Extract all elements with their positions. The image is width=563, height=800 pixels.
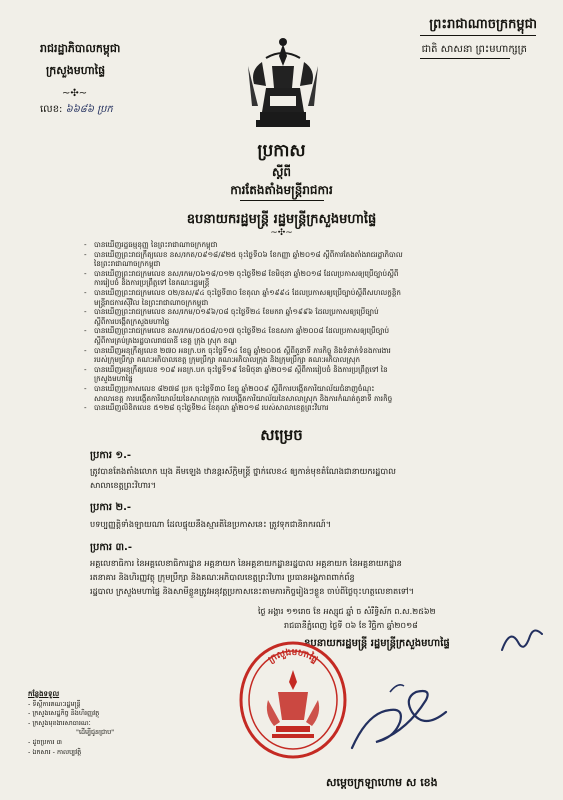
decision-heading: សម្រេច	[260, 426, 303, 444]
visa-line: - បានឃើញរដ្ឋធម្មនុញ្ញ នៃព្រះរាជាណាចក្រកម្ពុជា	[84, 240, 218, 249]
article-line: សាលាខេត្តព្រះវិហារ។	[90, 480, 157, 490]
visa-line: - បានឃើញព្រះរាជក្រមលេខ នស/រកម/០៦១៨/០១២ ចុះថ្ងៃទី២៨ ខែមិថុនា ឆ្នាំ២០១៨ ដែលប្រកាសឲ្យប្រើច្បាប់ស្តីពី	[84, 268, 399, 278]
visa-line: - បានឃើញលិខិតលេខ ៥១២៨ ចុះថ្ងៃទី២៤ ខែតុលា ឆ្នាំ២០១៨ របស់សាលាខេត្តព្រះវិហារ	[84, 403, 329, 413]
signatory-name: សម្តេចក្រឡាហោម ស ខេង	[326, 776, 438, 789]
visa-line: មន្ត្រីរាជការស៊ីវិល នៃព្រះរាជាណាចក្រកម្ពុជា	[94, 297, 209, 307]
signatory-title: ឧបនាយករដ្ឋមន្ត្រី រដ្ឋមន្ត្រីក្រសួងមហាផ្ទៃ	[304, 638, 450, 649]
kingdom-underline	[420, 35, 536, 36]
ornament-divider: ~✣~	[62, 88, 88, 99]
document-subject: ការតែងតាំងមន្ត្រីរាជការ	[230, 183, 333, 197]
visa-line: - បានឃើញព្រះរាជក្រមលេខ ០២/នស/៩៤ ចុះថ្ងៃទី៣០ ខែតុលា ឆ្នាំ១៩៩៤ ដែលប្រកាសឲ្យប្រើច្បាប់ស្តីពីសហលក្ខន្តិក	[84, 287, 401, 297]
article-line: ត្រូវបានតែងតាំងលោក ឃុង គីមឡេង ឋានន្តរស័ក្តិមន្ត្រី ថ្នាក់លេខ៤ ឲ្យកាន់មុខតំណែងជានាយករដ្ឋបាល	[90, 466, 396, 476]
visa-line: - បានឃើញព្រះរាជក្រមលេខ នស/រកម/០៥០៨/០១៧ ចុះថ្ងៃទី២៤ ខែឧសភា ឆ្នាំ២០០៨ ដែលប្រកាសឲ្យប្រើច្បាប់	[84, 326, 390, 336]
article-line: រដ្ឋបាល ក្រសួងមហាផ្ទៃ និងសាមីខ្លួនត្រូវអនុវត្តប្រកាសនេះតាមភារកិច្ចរៀងៗខ្លួន ចាប់ពីថ្ងៃចុះហត្ថលេខាតទៅ។	[90, 586, 414, 596]
number-value: ៦៦៨៦ ប្រក	[65, 104, 113, 115]
visa-line: - បានឃើញអនុក្រឹត្យលេខ ១០៩ អនក្រ.បក ចុះថ្ងៃទី១៩ ខែមិថុនា ឆ្នាំ២០១៨ ស្តីពីការរៀបចំ និងការប្រព្រឹត្តទៅ នៃ	[84, 364, 388, 374]
cc-item: - ក្រសួងមុខងារសាធារណៈ	[28, 718, 91, 727]
government-heading: រាជរដ្ឋាភិបាលកម្ពុជា	[40, 42, 121, 55]
number-label: លេខ:	[40, 104, 63, 115]
article-3-text	[90, 556, 530, 598]
visa-line: នៃព្រះរាជាណាចក្រកម្ពុជា	[94, 259, 161, 269]
visa-line: - បានឃើញព្រះរាជក្រឹត្យលេខ នស/រកត/០៩១៨/៩២៥ ចុះថ្ងៃទី០៦ ខែកញ្ញា ឆ្នាំ២០១៨ ស្តីពីការតែងតាំងរាជរដ្ឋាភិបាល	[84, 249, 403, 259]
solar-date: រាជធានីភ្នំពេញ ថ្ងៃទី ០៦ ខែ វិច្ឆិកា ឆ្នាំ២០១៨	[284, 621, 418, 630]
document-type-title: ប្រកាស	[257, 141, 306, 161]
cc-heading: កន្លែងទទួល	[28, 690, 60, 698]
article-line: អគ្គលេខាធិការ នៃអគ្គលេខាធិការដ្ឋាន អគ្គនាយក នៃអគ្គនាយកដ្ឋានរដ្ឋបាល អគ្គនាយក នៃអគ្គនាយកដ្ឋាន	[90, 558, 402, 568]
motto-underline	[420, 58, 510, 59]
issuer-heading: ឧបនាយករដ្ឋមន្ត្រី រដ្ឋមន្ត្រីក្រសួងមហាផ្ទៃ	[186, 212, 377, 227]
cc-item: - ឯកសារ - កាលប្បវត្តិ	[28, 747, 82, 756]
article-1-label: ប្រការ ១.-	[90, 450, 132, 461]
handwritten-signature-icon	[346, 652, 456, 762]
initials-mark-icon	[498, 620, 548, 660]
about-label: ស្តីពី	[271, 165, 292, 179]
article-2-label: ប្រការ ២.-	[90, 502, 132, 513]
lunar-date: ថ្ងៃ អង្គារ ១១រោច ខែ អស្សុជ ឆ្នាំ ច សំរឹទ្ធិស័ក ព.ស.២៥៦២	[258, 607, 436, 616]
seal-text: ក្រសួងមហាផ្ទៃ	[266, 647, 320, 666]
visa-line: របស់ក្រុមប្រឹក្សា គណៈអភិបាលខេត្ត ក្រុមប្រឹក្សា គណៈអភិបាលក្រុង និងក្រុមប្រឹក្សា គណៈអភិបាលស្រុក	[94, 355, 361, 365]
kingdom-heading: ព្រះរាជាណាចក្រកម្ពុជា	[429, 17, 537, 32]
article-2-text	[90, 517, 530, 531]
national-motto: ជាតិ សាសនា ព្រះមហាក្សត្រ	[421, 44, 527, 55]
cc-item: "ដើម្បីជូនជ្រាប"	[76, 728, 115, 737]
ornament-divider-2: ~✣~	[270, 228, 293, 238]
cc-item: - ក្រសួងសេដ្ឋកិច្ច និងហិរញ្ញវត្ថុ	[28, 709, 100, 718]
article-line: បទប្បញ្ញត្តិទាំងឡាយណា ដែលផ្ទុយនឹងស្មារតីនៃប្រកាសនេះ ត្រូវទុកជានិរាករណ៍។	[90, 519, 332, 529]
cc-item: - ដូចប្រការ ៣	[28, 737, 63, 746]
svg-text:ក្រសួងមហាផ្ទៃ	[267, 647, 321, 666]
article-line: រតនាគារ និងហិរញ្ញវត្ថុ ក្រុមប្រឹក្សា និងគណៈអភិបាលខេត្តព្រះវិហារ ប្រធានអង្គភាពពាក់ព័ន្ធ	[90, 572, 355, 582]
visa-line: - បានឃើញអនុក្រឹត្យលេខ ២៧០ អនក្រ.បក ចុះថ្ងៃទី១៤ ខែធ្នូ ឆ្នាំ២០០៥ ស្តីពីតួនាទី ភារកិច្ច និងទំនាក់ទំនងការងារ	[84, 345, 391, 355]
visa-list	[84, 240, 529, 413]
subject-underline	[240, 200, 324, 201]
ministry-seal-icon	[238, 640, 348, 760]
cc-item: - ទីស្តីការគណៈរដ្ឋមន្ត្រី	[28, 699, 81, 708]
article-1-text	[90, 464, 530, 492]
visa-line: - បានឃើញប្រកាសលេខ ៨២៧៨ ប្រក ចុះថ្ងៃទី៣០ ខែធ្នូ ឆ្នាំ២០០៩ ស្តីពីការបង្កើតការិយាល័យជំនាញចំណុះ	[84, 383, 375, 393]
article-3-label: ប្រការ ៣.-	[90, 542, 132, 553]
visa-line: ការរៀបចំ និងការប្រព្រឹត្តទៅ នៃគណៈរដ្ឋមន្ត្រី	[94, 278, 210, 288]
royal-emblem-icon	[240, 36, 326, 130]
visa-line: ក្រសួងមហាផ្ទៃ	[94, 374, 133, 384]
document-number	[40, 102, 113, 117]
visa-line: សាលាខេត្ត ការបង្កើតការិយាល័យនៃសាលាក្រុង ការបង្កើតការិយាល័យនៃសាលាស្រុក និងការកំណត់តួនាទី ភារកិច្ច	[94, 393, 393, 403]
visa-line: ស្តីពីការបង្កើតក្រសួងមហាផ្ទៃ	[94, 316, 170, 326]
visa-line: - បានឃើញព្រះរាជក្រមលេខ នស/រកម/០១៩៦/០៨ ចុះថ្ងៃទី២៤ ខែមករា ឆ្នាំ១៩៩៦ ដែលប្រកាសឲ្យប្រើច្បាប់	[84, 307, 379, 317]
cc-block	[28, 690, 114, 757]
visa-line: ស្តីពីការគ្រប់គ្រងរដ្ឋបាលរាជធានី ខេត្ត ក្រុង ស្រុក ខណ្ឌ	[94, 335, 237, 345]
ministry-heading: ក្រសួងមហាផ្ទៃ	[46, 64, 106, 77]
